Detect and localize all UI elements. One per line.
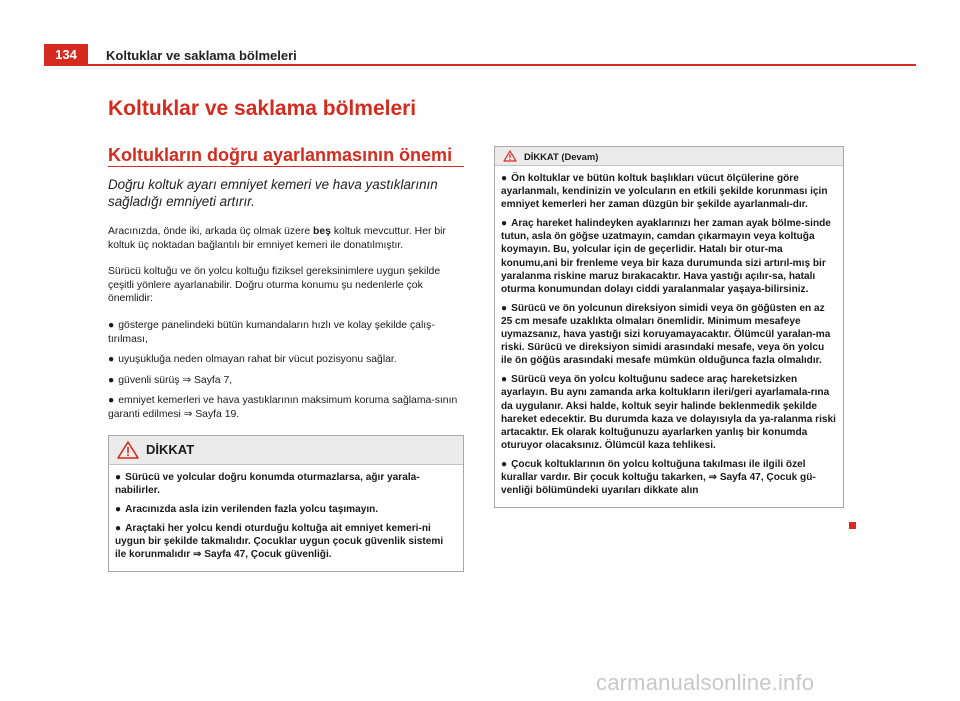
warning-item: ● Sürücü ve ön yolcunun direksiyon simidi veya ön göğüsten en az 25 cm mesafe uzaklıkta olmaları önemlidir. Minimum mesafeye uymazsanız, hava yastığı sizi koruyamayacaktır. Ölümcül yaralan-ma riski. Sürücü ve direksiyon simidi arasındaki mesafe, veya ön yolcu ile ön göğüs arasındaki mesafe mümkün olduğunca fazla olmalıdır. xyxy=(501,302,831,367)
warning-triangle-icon xyxy=(503,150,517,162)
warning-label: DİKKAT (Devam) xyxy=(524,150,599,162)
warning-item: ● Araç hareket halindeyken ayaklarınızı her zaman ayak bölme-sinde tutun, asla ön göğse uzatmayın, camdan çıkarmayın veya koltuğa koymayın. Bu, yolcular için de geçerlidir. Hatalı bir otur-ma konumu,ani bir frenleme veya bir kaza durumunda sizi artırıl-mış bir yaralanma riskine maruz bırakacaktır. Hava yastığı açılır-sa, hatalı oturma konumundan dolayı ciddi yaralanmalar yaşaya-bilirsiniz. xyxy=(501,218,831,295)
warning-box-continued xyxy=(494,146,844,508)
warning-header xyxy=(109,436,463,465)
list-item: ● güvenli sürüş ⇒ Sayfa 7, xyxy=(108,374,233,386)
list-item: ● emniyet kemerleri ve hava yastıklarının maksimum koruma sağlama-sının garanti edilmesi ⇒ Sayfa 19. xyxy=(108,395,458,420)
warning-item: ● Ön koltuklar ve bütün koltuk başlıkları vücut ölçülerine göre ayarlanmalı, kendinizin ve yolcuların en etkili şekilde korunması için emniyet kemerleri her zaman düzgün bir şekilde ayarlanmalı-dır. xyxy=(501,173,828,211)
section-title: Koltuklar ve saklama bölmeleri xyxy=(108,97,417,120)
paragraph-adjustment: Sürücü koltuğu ve ön yolcu koltuğu fiziksel gereksinimlere uygun şekilde çeşitli yönlere ayarlanabilir. Doğru oturma konumu şu nedenlerle çok önemlidir: xyxy=(108,266,441,305)
warning-triangle-icon xyxy=(117,441,139,459)
warning-body xyxy=(109,465,463,572)
list-item: ● gösterge panelindeki bütün kumandaların hızlı ve kolay şekilde çalış-tırılması, xyxy=(108,319,435,345)
page-number: 134 xyxy=(44,44,88,66)
warning-label: DİKKAT xyxy=(146,441,195,457)
intro-text: Doğru koltuk ayarı emniyet kemeri ve hava yastıklarının sağladığı emniyeti artırır. xyxy=(108,177,438,209)
warning-box xyxy=(108,435,464,573)
subsection-rule xyxy=(108,166,464,167)
warning-item: ● Araçtaki her yolcu kendi oturduğu koltuğa ait emniyet kemeri-ni uygun bir şekilde takmalıdır. Çocuklar uygun çocuk güvenlik sistemi ile korunmalıdır ⇒ Sayfa 47, Çocuk güvenliği. xyxy=(115,522,444,560)
list-item: ● uyuşukluğa neden olmayan rahat bir vücut pozisyonu sağlar. xyxy=(108,354,397,366)
subsection-title: Koltukların doğru ayarlanmasının önemi xyxy=(108,145,453,165)
warning-item: ● Aracınızda asla izin verilenden fazla yolcu taşımayın. xyxy=(115,503,379,515)
right-column xyxy=(494,146,844,508)
left-column xyxy=(108,176,464,572)
running-title: Koltuklar ve saklama bölmeleri xyxy=(106,48,297,63)
header-rule xyxy=(44,64,916,66)
paragraph-seats: Aracınızda, önde iki, arkada üç olmak üzere beş koltuk mevcuttur. Her bir koltuk üç noktadan bağlantılı bir emniyet kemeri ile donatılmıştır. xyxy=(108,226,446,251)
warning-header xyxy=(495,147,843,166)
warning-item: ● Çocuk koltuklarının ön yolcu koltuğuna takılması ile ilgili özel kurallar vardır. Bir çocuk koltuğu takarken, ⇒ Sayfa 47, Çocuk gü-venliği bölümündeki uyarıları dikkate alın xyxy=(501,458,816,497)
section-end-marker xyxy=(849,522,856,529)
watermark: carmanualsonline.info xyxy=(596,670,815,695)
warning-body xyxy=(495,166,843,507)
warning-item: ● Sürücü veya ön yolcu koltuğunu sadece araç hareketsizken ayarlayın. Bu aynı zamanda arka koltukların ileri/geri ayarlamala-rına da uygulanır. Aksi halde, koltuk seyir halinde beklenmedik şekilde hareket edecektir. Bu durumda kaza ve dolayısıyla da ya-ralanma riski artacaktır. Ek olarak koltuğunuzu ayarlarken yanlış bir konumda oturuyor olacaksınız. Ölümcül kaza tehlikesi. xyxy=(501,374,836,451)
warning-item: ● Sürücü ve yolcular doğru konumda oturmazlarsa, ağır yarala-nabilirler. xyxy=(115,471,420,496)
